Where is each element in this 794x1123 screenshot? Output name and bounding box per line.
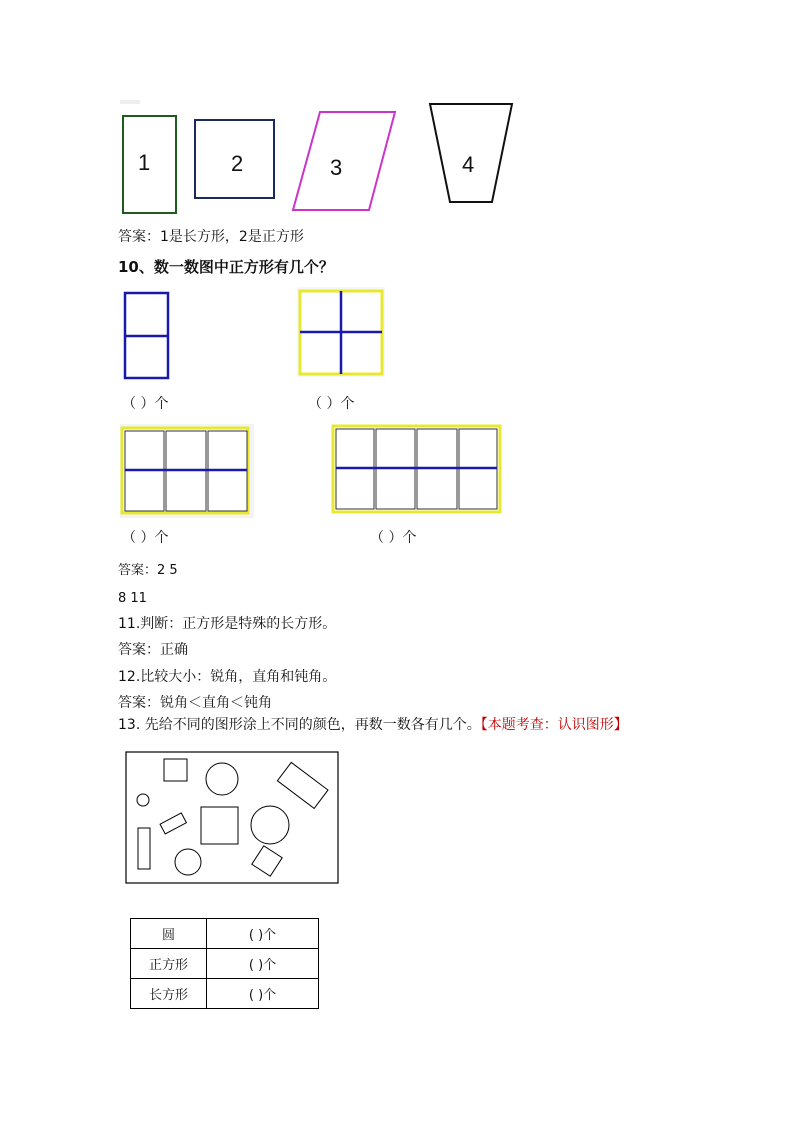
shape-1-label: 1 [138,150,151,175]
row-label-circle: 圆 [131,919,207,949]
q9-answer: 答案：1是长方形，2是正方形 [118,229,304,245]
row-label-square: 正方形 [131,949,207,979]
q12-question: 12.比较大小：锐角，直角和钝角。 [118,669,337,685]
shape-3-label: 3 [330,155,343,180]
q10-blank-1: （ ）个 [122,396,169,412]
q10-title: 10、数一数图中正方形有几个？ [118,258,334,276]
row-blank-square: ( )个 [207,949,319,979]
q13-count-table [130,918,319,1009]
q10-blank-4: （ ）个 [370,530,417,546]
row-blank-rectangle: ( )个 [207,979,319,1009]
row-label-rectangle: 长方形 [131,979,207,1009]
q11-answer: 答案：正确 [118,642,188,658]
q10-blank-3: （ ）个 [122,530,169,546]
q10-blank-2: （ ）个 [308,396,355,412]
table-row [131,979,319,1009]
figure-frame [126,752,338,883]
shape-2-label: 2 [231,151,244,176]
table-row [131,919,319,949]
q13-topic-tag: 【本题考查：认识图形】 [480,717,628,733]
q11-question: 11.判断：正方形是特殊的长方形。 [118,616,337,632]
row-blank-circle: ( )个 [207,919,319,949]
q10-answer-line2: 8 11 [118,591,147,606]
shape-4-label: 4 [462,152,475,177]
q12-answer: 答案：锐角＜直角＜钝角 [118,695,272,711]
q10-answer-line1: 答案：2 5 [118,563,178,578]
q13-question: 13. 先给不同的图形涂上不同的颜色，再数一数各有几个。 [118,717,481,733]
table-row [131,949,319,979]
